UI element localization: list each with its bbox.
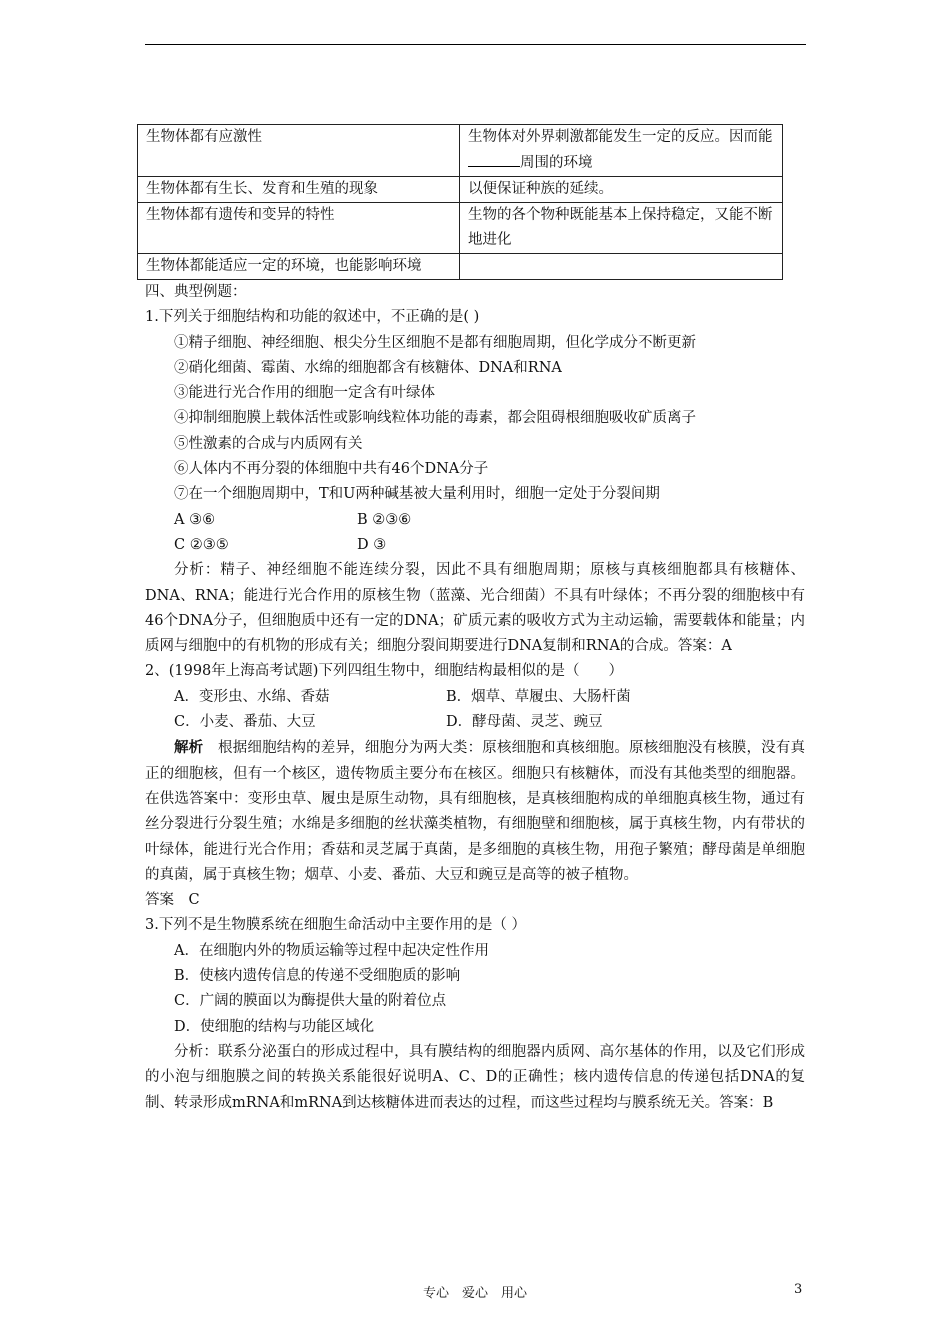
question-2-analysis (145, 735, 805, 888)
question-1-item: ⑥人体内不再分裂的体细胞中共有46个DNA分子 (174, 461, 489, 478)
table-row (138, 254, 783, 280)
table-cell: 生物体都有应激性 (138, 125, 460, 177)
header-rule (145, 44, 806, 45)
question-1-item: ②硝化细菌、霉菌、水绵的细胞都含有核糖体、DNA和RNA (174, 359, 562, 376)
question-1-item: ①精子细胞、神经细胞、根尖分生区细胞不是都有细胞周期，但化学成分不断更新 (174, 334, 696, 351)
question-1-item: ③能进行光合作用的细胞一定含有叶绿体 (174, 385, 435, 402)
table-cell: 以便保证种族的延续。 (460, 177, 783, 203)
page-number: 3 (794, 1282, 803, 1297)
cell-text: 周围的环境 (520, 155, 593, 171)
section-title: 四、典型例题： (145, 284, 247, 300)
option-a[interactable]: A．在细胞内外的物质运输等过程中起决定性作用 (174, 942, 489, 959)
question-2-options (145, 685, 805, 710)
option-d[interactable]: D ③ (357, 536, 387, 553)
question-2-answer: 答案 C (145, 892, 200, 909)
table-row (138, 125, 783, 177)
question-3-analysis: 分析：联系分泌蛋白的形成过程中，具有膜结构的细胞器内质网、高尔基体的作用，以及它们形成的小泡与细胞膜之间的转换关系能很好说明A、C、D的正确性；核内遗传信息的传递包括DNA的复制、转录形成mRNA和mRNA到达核糖体进而表达的过程，而这些过程均与膜系统无关。答案：B (145, 1043, 805, 1111)
characteristics-table (137, 124, 783, 280)
question-2-options (145, 710, 805, 735)
option-a[interactable]: A ③⑥ (174, 511, 216, 528)
table-row (138, 177, 783, 203)
table-cell (460, 254, 783, 280)
option-b[interactable]: B．使核内遗传信息的传递不受细胞质的影响 (174, 968, 461, 985)
option-a[interactable]: A．变形虫、水绵、香菇 (174, 688, 330, 705)
question-1-item: ⑤性激素的合成与内质网有关 (174, 435, 363, 452)
option-b[interactable]: B ②③⑥ (357, 511, 412, 528)
table-cell (460, 125, 783, 177)
question-1-options (145, 508, 805, 533)
question-1-options (145, 533, 805, 558)
table-row (138, 203, 783, 254)
question-1-item: ⑦在一个细胞周期中，T和U两种碱基被大量利用时，细胞一定处于分裂间期 (174, 486, 660, 503)
fill-in-blank[interactable] (468, 150, 520, 167)
table-cell: 生物体都能适应一定的环境，也能影响环境 (138, 254, 460, 280)
table-cell: 生物体都有遗传和变异的特性 (138, 203, 460, 254)
question-1-stem: 1.下列关于细胞结构和功能的叙述中，不正确的是( ) (145, 309, 480, 326)
table-cell: 生物的各个物种既能基本上保持稳定，又能不断地进化 (460, 203, 783, 254)
cell-text: 生物体对外界刺激都能发生一定的反应。因而能 (468, 129, 773, 145)
table-cell: 生物体都有生长、发育和生殖的现象 (138, 177, 460, 203)
option-d[interactable]: D．酵母菌、灵芝、豌豆 (446, 714, 603, 731)
option-c[interactable]: C ②③⑤ (174, 536, 229, 553)
examples-section (145, 280, 805, 1116)
question-3-stem: 3.下列不是生物膜系统在细胞生命活动中主要作用的是（ ） (145, 917, 526, 934)
question-2-stem: 2、(1998年上海高考试题)下列四组生物中，细胞结构最相似的是（ ） (145, 663, 623, 680)
analysis-label: 解析 (174, 739, 204, 757)
option-b[interactable]: B．烟草、草履虫、大肠杆菌 (446, 688, 631, 705)
question-1-item: ④抑制细胞膜上载体活性或影响线粒体功能的毒素，都会阻碍根细胞吸收矿质离子 (174, 410, 696, 427)
option-c[interactable]: C．广阔的膜面以为酶提供大量的附着位点 (174, 993, 447, 1010)
question-1-analysis: 分析：精子、神经细胞不能连续分裂，因此不具有细胞周期；原核与真核细胞都具有核糖体、DNA、RNA；能进行光合作用的原核生物（蓝藻、光合细菌）不具有叶绿体；不再分裂的细胞核中有46个DNA分子，但细胞质中还有一定的DNA；矿质元素的吸收方式为主动运输，需要载体和能量；内质网与细胞中的有机物的形成有关；细胞分裂间期要进行DNA复制和RNA的合成。答案：A (145, 562, 805, 655)
option-c[interactable]: C．小麦、番茄、大豆 (174, 714, 316, 731)
footer-motto: 专心 爱心 用心 (422, 1286, 527, 1301)
analysis-text: 根据细胞结构的差异，细胞分为两大类：原核细胞和真核细胞。原核细胞没有核膜，没有真正的细胞核，但有一个核区，遗传物质主要分布在核区。细胞只有核糖体，而没有其他类型的细胞器。在供选答案中：变形虫草、履虫是原生动物，具有细胞核，是真核细胞构成的单细胞真核生物，通过有丝分裂进行分裂生殖；水绵是多细胞的丝状藻类植物，有细胞壁和细胞核，属于真核生物，内有带状的叶绿体，能进行光合作用；香菇和灵芝属于真菌，是多细胞的真核生物，用孢子繁殖；酵母菌是单细胞的真菌，属于真核生物；烟草、小麦、番茄、大豆和豌豆是高等的被子植物。 (145, 740, 806, 883)
page-content (145, 124, 805, 1116)
option-d[interactable]: D．使细胞的结构与功能区域化 (174, 1018, 375, 1035)
